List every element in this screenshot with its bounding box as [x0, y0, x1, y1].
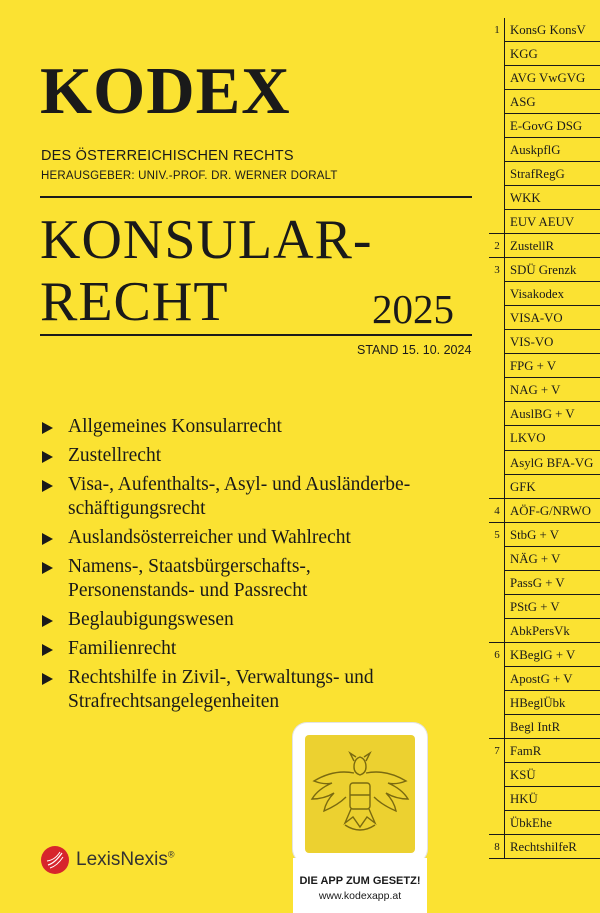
book-title-line2: RECHT: [40, 271, 229, 333]
register-tab: [489, 18, 600, 42]
register-tab-label: KBeglG + V: [510, 647, 576, 662]
register-tab: [489, 835, 600, 859]
register-tab: [489, 210, 600, 234]
register-tab-label: FPG + V: [510, 359, 557, 374]
register-tab: [489, 739, 600, 763]
editor-line: HERAUSGEBER: UNIV.-PROF. DR. WERNER DORALT: [41, 170, 338, 182]
register-tab-label: WKK: [510, 191, 541, 206]
register-tab-label: KonsG KonsV: [510, 23, 586, 37]
register-tab-label: AÖF-G/NRWO: [510, 503, 592, 518]
register-tab-label: Begl IntR: [510, 719, 561, 734]
register-tab-label: AbkPersVk: [510, 623, 570, 638]
register-tab: [489, 234, 600, 258]
register-tab: [489, 643, 600, 667]
register-tab: [489, 715, 600, 739]
register-tab-label: EUV AEUV: [510, 215, 575, 230]
register-tab-label: RechtshilfeR: [510, 839, 577, 854]
register-tab-label: NAG + V: [510, 383, 561, 398]
register-tab: [489, 667, 600, 691]
register-tab: [489, 547, 600, 571]
register-tab: [489, 258, 600, 282]
register-tab-label: LKVO: [510, 431, 546, 446]
register-tab-label: NÄG + V: [510, 551, 561, 566]
series-subtitle: DES ÖSTERREICHISCHEN RECHTS: [41, 148, 294, 164]
triangle-bullet-icon: [42, 480, 53, 492]
register-tab-number: 8: [494, 840, 500, 853]
register-tab-number: 2: [494, 240, 500, 253]
register-tab-rule: [489, 858, 600, 859]
register-tab-number: 1: [494, 24, 500, 36]
eagle-crest-icon: [305, 735, 415, 853]
register-tab-label: StrafRegG: [510, 167, 565, 182]
register-tab-label: VISA-VO: [510, 311, 563, 326]
app-phone-image: [293, 723, 427, 863]
register-tab: [489, 378, 600, 402]
register-tab-label: ZustellR: [510, 239, 555, 254]
topic-item: Allgemeines Konsularrecht: [40, 415, 485, 439]
triangle-bullet-icon: [42, 422, 53, 434]
register-tab: [489, 114, 600, 138]
register-tab-label: Visakodex: [510, 287, 564, 302]
app-promo: [293, 867, 427, 913]
register-tab-label: HKÜ: [510, 791, 538, 806]
register-tab: [489, 475, 600, 499]
register-tab: [489, 691, 600, 715]
register-tab-number: 5: [494, 528, 500, 541]
phone-screen: [305, 735, 415, 853]
topic-item: Beglaubigungswesen: [40, 608, 485, 632]
register-tab-label: AuskpflG: [510, 143, 561, 158]
topic-item-continuation: Strafrechtsangelegenheiten: [68, 691, 280, 712]
register-tab: [489, 90, 600, 114]
triangle-bullet-icon: [42, 615, 53, 627]
register-tab: [489, 451, 600, 475]
edition-year: 2025: [372, 286, 454, 332]
register-tab: [489, 523, 600, 547]
stand-date: STAND 15. 10. 2024: [357, 343, 472, 357]
register-tab-label: ApostG + V: [510, 671, 573, 686]
register-tab-number: 7: [494, 744, 500, 757]
triangle-bullet-icon: [42, 533, 53, 545]
lexisnexis-logo-icon: [40, 845, 70, 875]
register-tab: [489, 186, 600, 210]
app-promo-title: DIE APP ZUM GESETZ!: [299, 875, 421, 887]
register-tab: [489, 354, 600, 378]
register-tab-label: ÜbkEhe: [510, 815, 552, 830]
register-tab: [489, 763, 600, 787]
register-tab-label: GFK: [510, 479, 536, 494]
register-tab: [489, 426, 600, 450]
register-tab: [489, 571, 600, 595]
topic-list: [40, 415, 485, 719]
register-tab: [489, 499, 600, 523]
register-tab-label: VIS-VO: [510, 335, 554, 350]
register-tab-label: AuslBG + V: [510, 407, 575, 422]
triangle-bullet-icon: [42, 644, 53, 656]
register-tab-label: PassG + V: [510, 575, 565, 590]
triangle-bullet-icon: [42, 451, 53, 463]
register-tab-number: 4: [494, 504, 500, 517]
triangle-bullet-icon: [42, 562, 53, 574]
register-tab: [489, 619, 600, 643]
register-tab: [489, 162, 600, 186]
register-tab-label: StbG + V: [510, 527, 559, 542]
register-tab-label: FamR: [510, 743, 542, 758]
register-tab-label: E-GovG DSG: [510, 119, 583, 134]
register-tab: [489, 787, 600, 811]
register-tab: [489, 811, 600, 835]
register-tab: [489, 330, 600, 354]
register-tab-label: AsylG BFA-VG: [510, 455, 594, 470]
topic-item: Familienrecht: [40, 637, 485, 661]
topic-item: Zustellrecht: [40, 444, 485, 468]
topic-item-continuation: schäftigungsrecht: [68, 498, 206, 519]
register-tabs: [489, 18, 600, 859]
series-title: KODEX: [40, 54, 291, 128]
publisher-name: LexisNexis®: [76, 849, 175, 870]
top-rule: [40, 196, 472, 198]
register-tab: [489, 138, 600, 162]
register-tab-label: AVG VwGVG: [510, 71, 586, 86]
topic-item: Rechtshilfe in Zivil-, Verwaltungs- und: [40, 666, 485, 690]
register-tab-label: KSÜ: [510, 767, 536, 782]
triangle-bullet-icon: [42, 673, 53, 685]
topic-item: Auslandsösterreicher und Wahlrecht: [40, 526, 485, 550]
register-tab: [489, 66, 600, 90]
register-tab: [489, 595, 600, 619]
topic-item: Namens-, Staatsbürgerschafts-,: [40, 555, 485, 579]
register-tab-label: PStG + V: [510, 599, 560, 614]
book-title-line1: KONSULAR-: [40, 209, 373, 271]
register-tab: [489, 282, 600, 306]
register-tab-label: SDÜ Grenzk: [510, 263, 577, 278]
topic-item-continuation: Personenstands- und Passrecht: [68, 580, 308, 601]
register-tab: [489, 306, 600, 330]
register-tab-number: 3: [494, 264, 500, 277]
register-tab-label: KGG: [510, 47, 538, 62]
register-tab-label: HBeglÜbk: [510, 695, 566, 710]
topic-item: Visa-, Aufenthalts-, Asyl- und Ausländerbe-: [40, 473, 485, 497]
register-tab: [489, 42, 600, 66]
app-promo-url: www.kodexapp.at: [318, 890, 402, 902]
bottom-rule: [40, 334, 472, 336]
register-tab-label: ASG: [510, 95, 536, 110]
register-tab: [489, 402, 600, 426]
register-tab-number: 6: [494, 648, 500, 661]
